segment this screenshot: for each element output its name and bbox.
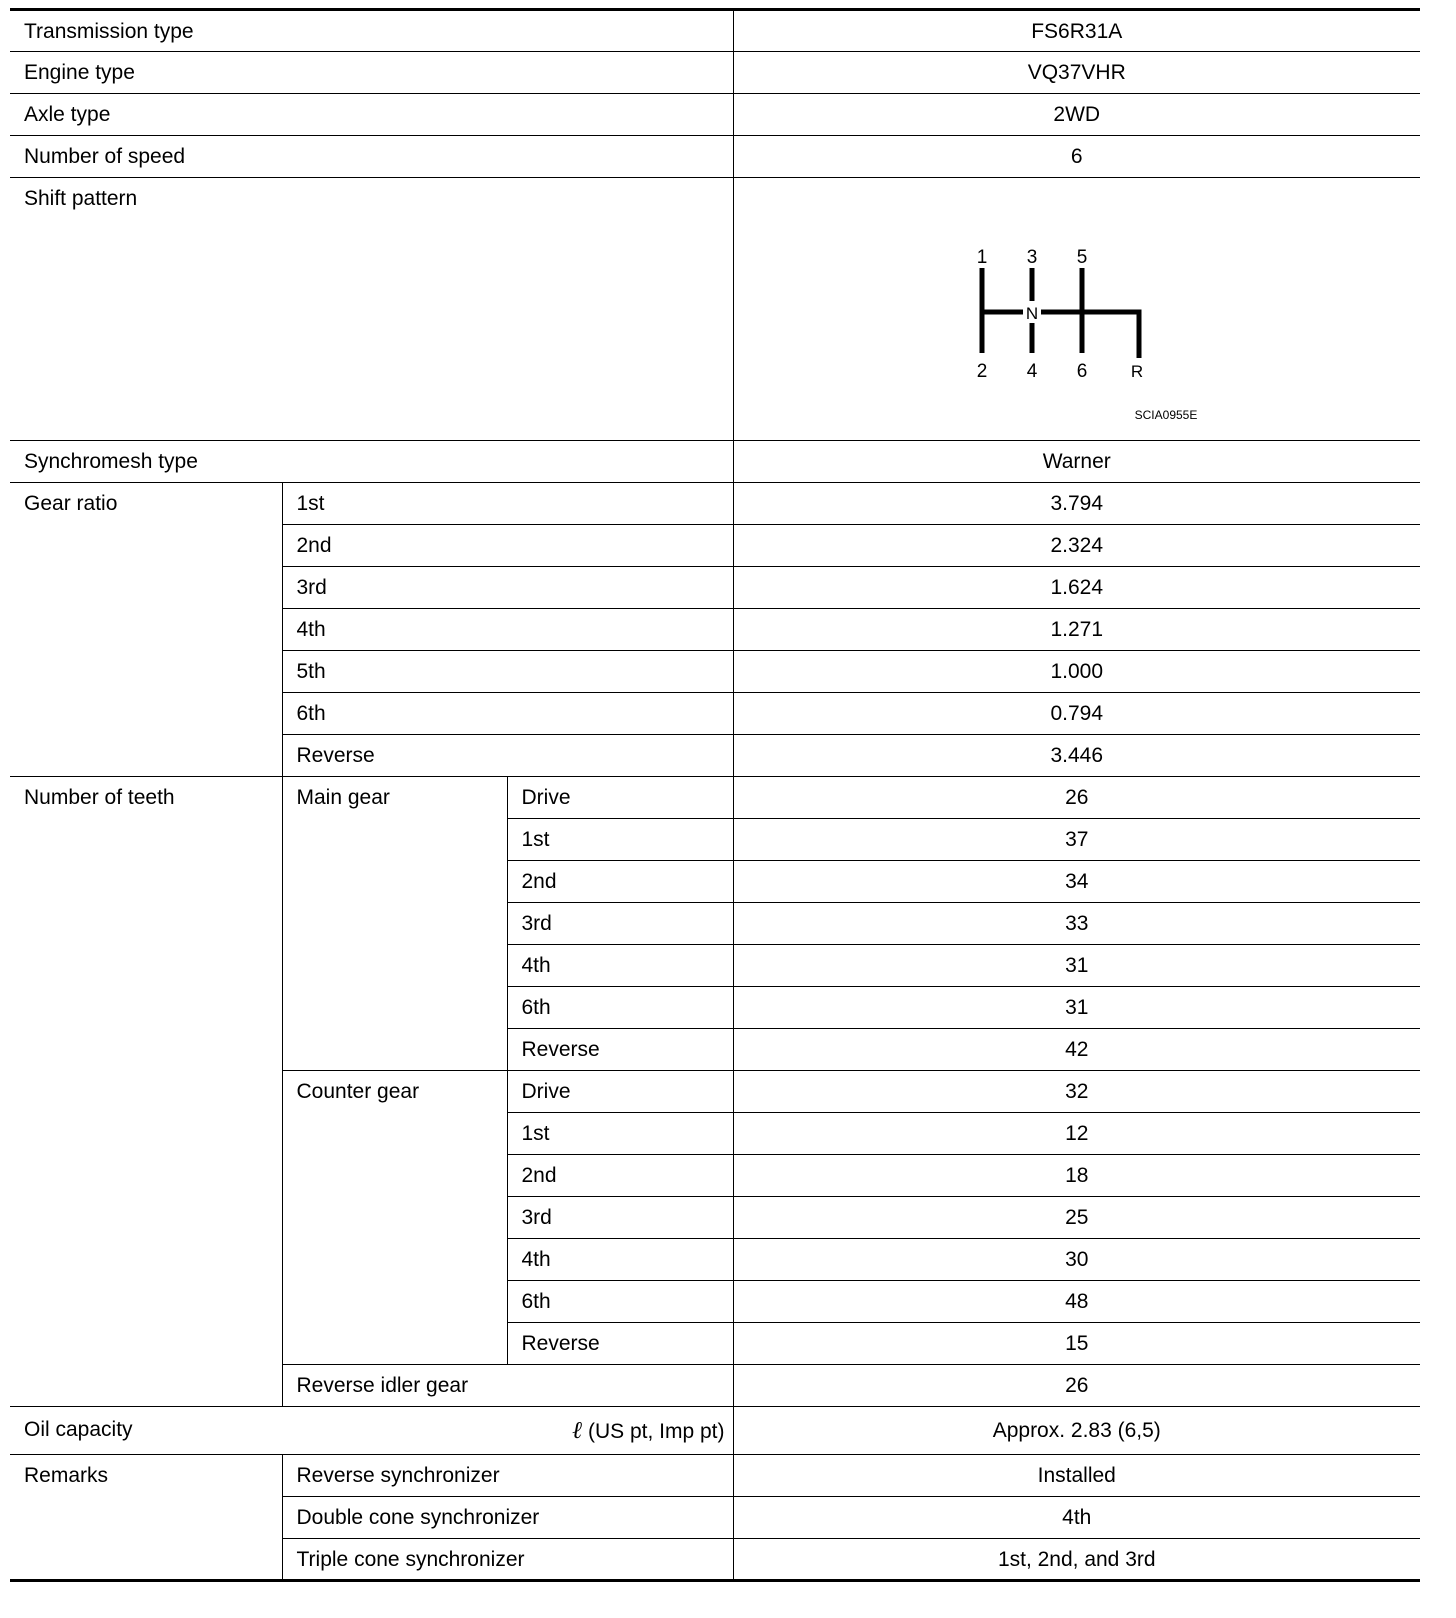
table-row <box>10 94 1420 136</box>
axle-type-value: 2WD <box>733 94 1420 136</box>
gear-ratio-value: 1.624 <box>733 567 1420 609</box>
gear-label-4: 4 <box>1026 361 1037 382</box>
remark-value: 4th <box>733 1497 1420 1539</box>
liter-symbol: ℓ <box>571 1417 582 1444</box>
main-gear-teeth: 31 <box>733 987 1420 1029</box>
counter-gear-gear: 2nd <box>507 1155 733 1197</box>
main-gear-gear: 1st <box>507 819 733 861</box>
neutral-label: N <box>1025 304 1038 323</box>
oil-capacity-value: Approx. 2.83 (6,5) <box>733 1407 1420 1455</box>
gear-ratio-gear: 2nd <box>282 525 733 567</box>
transmission-type-label: Transmission type <box>10 10 733 52</box>
counter-gear-teeth: 48 <box>733 1281 1420 1323</box>
synchromesh-type-label: Synchromesh type <box>10 441 733 483</box>
engine-type-label: Engine type <box>10 52 733 94</box>
table-row <box>10 1407 1420 1455</box>
number-of-speed-label: Number of speed <box>10 136 733 178</box>
main-gear-gear: 2nd <box>507 861 733 903</box>
gear-label-3: 3 <box>1026 247 1037 268</box>
gear-ratio-value: 3.446 <box>733 735 1420 777</box>
counter-gear-teeth: 12 <box>733 1113 1420 1155</box>
counter-gear-teeth: 18 <box>733 1155 1420 1197</box>
gear-ratio-gear: 1st <box>282 483 733 525</box>
main-gear-gear: 4th <box>507 945 733 987</box>
gear-ratio-value: 0.794 <box>733 693 1420 735</box>
table-row <box>10 441 1420 483</box>
gear-ratio-gear: 5th <box>282 651 733 693</box>
table-row <box>10 483 1420 525</box>
table-row <box>10 777 1420 819</box>
counter-gear-gear: 3rd <box>507 1197 733 1239</box>
table-row <box>10 178 1420 441</box>
reverse-idler-gear-value: 26 <box>733 1365 1420 1407</box>
gear-ratio-value: 1.271 <box>733 609 1420 651</box>
remark-value: 1st, 2nd, and 3rd <box>733 1539 1420 1581</box>
counter-gear-teeth: 25 <box>733 1197 1420 1239</box>
transmission-type-value: FS6R31A <box>733 10 1420 52</box>
table-row <box>10 10 1420 52</box>
gate-line-neutral-reverse <box>982 312 1139 358</box>
gear-ratio-label: Gear ratio <box>10 483 282 777</box>
remark-name: Triple cone synchronizer <box>282 1539 733 1581</box>
gear-label-r: R <box>1130 362 1143 381</box>
counter-gear-gear: 4th <box>507 1239 733 1281</box>
main-gear-teeth: 37 <box>733 819 1420 861</box>
remark-value: Installed <box>733 1455 1420 1497</box>
counter-gear-label: Counter gear <box>282 1071 507 1365</box>
gear-label-5: 5 <box>1076 247 1087 268</box>
engine-type-value: VQ37VHR <box>733 52 1420 94</box>
main-gear-gear: 6th <box>507 987 733 1029</box>
main-gear-teeth: 26 <box>733 777 1420 819</box>
number-of-teeth-label: Number of teeth <box>10 777 282 1407</box>
remarks-label: Remarks <box>10 1455 282 1581</box>
counter-gear-gear: Drive <box>507 1071 733 1113</box>
counter-gear-gear: 1st <box>507 1113 733 1155</box>
shift-pattern-cell <box>733 178 1420 441</box>
axle-type-label: Axle type <box>10 94 733 136</box>
main-gear-teeth: 34 <box>733 861 1420 903</box>
counter-gear-teeth: 32 <box>733 1071 1420 1113</box>
main-gear-gear: 3rd <box>507 903 733 945</box>
table-row <box>10 1455 1420 1497</box>
gear-label-6: 6 <box>1076 361 1087 382</box>
main-gear-teeth: 33 <box>733 903 1420 945</box>
shift-gate-lines <box>982 268 1139 358</box>
oil-capacity-unit-group <box>572 1419 733 1443</box>
main-gear-gear: Reverse <box>507 1029 733 1071</box>
gear-ratio-gear: 6th <box>282 693 733 735</box>
main-gear-gear: Drive <box>507 777 733 819</box>
counter-gear-gear: Reverse <box>507 1323 733 1365</box>
table-row <box>10 52 1420 94</box>
gear-ratio-gear: 4th <box>282 609 733 651</box>
main-gear-teeth: 42 <box>733 1029 1420 1071</box>
remark-name: Double cone synchronizer <box>282 1497 733 1539</box>
gear-ratio-gear: Reverse <box>282 735 733 777</box>
remark-name: Reverse synchronizer <box>282 1455 733 1497</box>
synchromesh-type-value: Warner <box>733 441 1420 483</box>
gear-ratio-gear: 3rd <box>282 567 733 609</box>
oil-capacity-unit: (US pt, Imp pt) <box>587 1419 725 1443</box>
shift-pattern-diagram <box>734 178 1421 440</box>
oil-capacity-label: Oil capacity <box>24 1417 133 1441</box>
main-gear-label: Main gear <box>282 777 507 1071</box>
gear-label-2: 2 <box>976 361 987 382</box>
main-gear-teeth: 31 <box>733 945 1420 987</box>
counter-gear-gear: 6th <box>507 1281 733 1323</box>
counter-gear-teeth: 15 <box>733 1323 1420 1365</box>
gear-ratio-value: 3.794 <box>733 483 1420 525</box>
gear-label-1: 1 <box>976 247 987 268</box>
reverse-idler-gear-label: Reverse idler gear <box>282 1365 733 1407</box>
oil-capacity-cell <box>10 1407 733 1455</box>
table-row <box>10 136 1420 178</box>
figure-code: SCIA0955E <box>1134 408 1197 422</box>
counter-gear-teeth: 30 <box>733 1239 1420 1281</box>
gear-ratio-value: 2.324 <box>733 525 1420 567</box>
gear-ratio-value: 1.000 <box>733 651 1420 693</box>
shift-pattern-svg <box>734 178 1421 440</box>
specification-table <box>10 8 1420 1582</box>
shift-pattern-label: Shift pattern <box>10 178 733 441</box>
number-of-speed-value: 6 <box>733 136 1420 178</box>
